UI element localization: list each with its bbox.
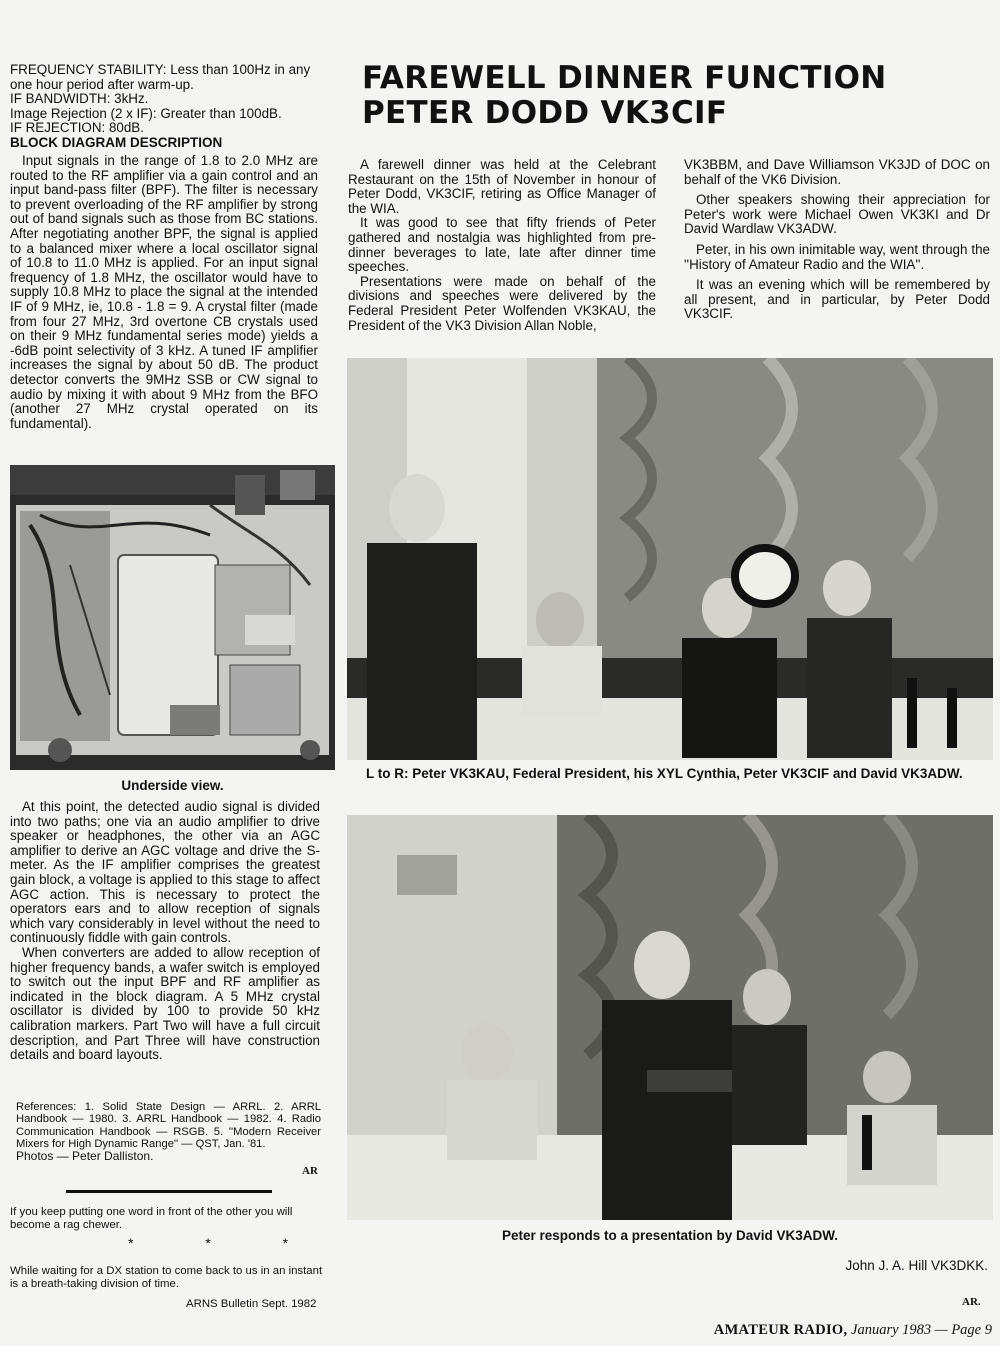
spec-image-rejection: Image Rejection (2 x IF): Greater than 100dB.	[10, 105, 282, 121]
paragraph: Presentations were made on behalf of the divisions and speeches were delivered by the Federal President Peter Wolfenden VK3KAU, the President of the VK3 Division Allan Noble,	[348, 273, 656, 333]
spec-if-rejection: IF REJECTION: 80dB.	[10, 120, 144, 135]
publication-name: AMATEUR RADIO,	[713, 1322, 848, 1338]
presentation-photo	[347, 815, 993, 1220]
paragraph: Input signals in the range of 1.8 to 2.0 MHz are routed to the RF amplifier via a gain control and an input band-pass filter (BPF). The filter is necessary to prevent overloading of the RF amplifier by strong out of band signals such as those from BC stations. After negotiating another BPF, the signal is applied to a balanced mixer where a local oscillator signal of 10.8 to 11.0 MHz is applied. For an input signal frequency of 1.8 MHz, the oscillator would have to supply 10.8 MHz to place the signal at the intended IF of 9 MHz, ie, 10.8 - 1.8 = 9. A crystal filter (made from four 27 MHz, 3rd overtone CB crystals used on their 9 MHz fundamental series mode) yields a -6dB point selectivity of 3 kHz. A tuned IF amplifier increases the signal by about 50 dB. The product detector converts the 9MHz SSB or CW signal to audio by mixing it with about 9 MHz from the BFO (another 27 MHz crystal operated on its fundamental).	[10, 153, 318, 431]
paragraph: When converters are added to allow reception of higher frequency bands, a wafer switch is employed to switch out the input BPF and RF amplifier as indicated in the block diagram. A 5 MHz crystal oscillator is divided by 100 to provide 50 kHz calibration markers. Part Two will have a full circuit description, and Part Three will have construction details and board layouts.	[10, 944, 320, 1063]
filler-rag-chewer: If you keep putting one word in front of the other you will become a rag chewer.	[10, 1206, 293, 1231]
separator-stars: * * *	[128, 1235, 323, 1251]
section-heading-block-diagram: BLOCK DIAGRAM DESCRIPTION	[10, 134, 223, 150]
issue-and-page: January 1983 — Page 9	[851, 1322, 992, 1338]
paragraph: At this point, the detected audio signal is divided into two paths; one via an audio amplifier to drive speaker or headphones, the other via an AGC amplifier to derive an AGC voltage and drive the S-meter. As the IF amplifier comprises the greatest gain block, a voltage is applied to this stage to affect AGC action. This is necessary to protect the operators ears and to allow reception of signals which vary considerably in level without the need to continuously fiddle with gain controls.	[10, 799, 320, 946]
specifications-list	[10, 63, 328, 150]
divider-rule	[66, 1190, 272, 1193]
paragraph: It was an evening which will be remembered by all present, and in particular, by Peter Dodd VK3CIF.	[684, 277, 990, 322]
references	[16, 1101, 321, 1162]
article-end-mark: AR.	[962, 1296, 981, 1308]
photos-credit: Photos — Peter Dalliston.	[16, 1149, 154, 1164]
underside-view-caption: Underside view.	[121, 778, 224, 793]
dinner-photo-group	[347, 358, 993, 760]
spec-if-bandwidth: IF BANDWIDTH: 3kHz.	[10, 91, 149, 106]
references-text: References: 1. Solid State Design — ARRL. 2. ARRL Handbook — 1980. 3. ARRL Handbook — 1982. 4. Radio Communication Handbook — RSGB. 5. ''Modern Receiver Mixers for High Dynamic Range'' — QST, Jan. '81.	[16, 1101, 321, 1150]
audio-agc-text	[10, 800, 320, 1063]
article-column-2	[684, 158, 990, 322]
photo-2-caption: Peter responds to a presentation by David VK3ADW.	[501, 1228, 839, 1243]
article-column-1	[348, 158, 656, 333]
filler-dx-station: While waiting for a DX station to come back to us in an instant is a breath-taking division of time.	[10, 1265, 323, 1290]
paragraph: Peter, in his own inimitable way, went through the ''History of Amateur Radio and the WIA''.	[684, 241, 990, 272]
paragraph: It was good to see that fifty friends of Peter gathered and nostalgia was highlighted from pre-dinner beverages to late, late after dinner time speeches.	[348, 215, 656, 275]
paragraph: A farewell dinner was held at the Celebrant Restaurant on the 15th of November in honour of Peter Dodd, VK3CIF, retiring as Office Manager of the WIA.	[348, 157, 656, 216]
end-mark: AR	[302, 1165, 318, 1177]
block-diagram-text	[10, 154, 318, 431]
article-title: FAREWELL DINNER FUNCTION PETER DODD VK3CIF	[362, 60, 887, 131]
page-footer	[700, 1322, 992, 1339]
paragraph: VK3BBM, and Dave Williamson VK3JD of DOC on behalf of the VK6 Division.	[684, 157, 990, 187]
underside-view-photo	[10, 465, 335, 770]
paragraph: Other speakers showing their appreciation for Peter's work were Michael Owen VK3KI and Dr David Wardlaw VK3ADW.	[684, 192, 990, 237]
filler-source: ARNS Bulletin Sept. 1982	[186, 1298, 317, 1310]
photo-1-caption: L to R: Peter VK3KAU, Federal President, his XYL Cynthia, Peter VK3CIF and David VK3ADW.	[366, 766, 963, 781]
spec-frequency-stability: FREQUENCY STABILITY: Less than 100Hz in any one hour period after warm-up.	[10, 62, 311, 92]
author-byline: John J. A. Hill VK3DKK.	[845, 1258, 988, 1273]
